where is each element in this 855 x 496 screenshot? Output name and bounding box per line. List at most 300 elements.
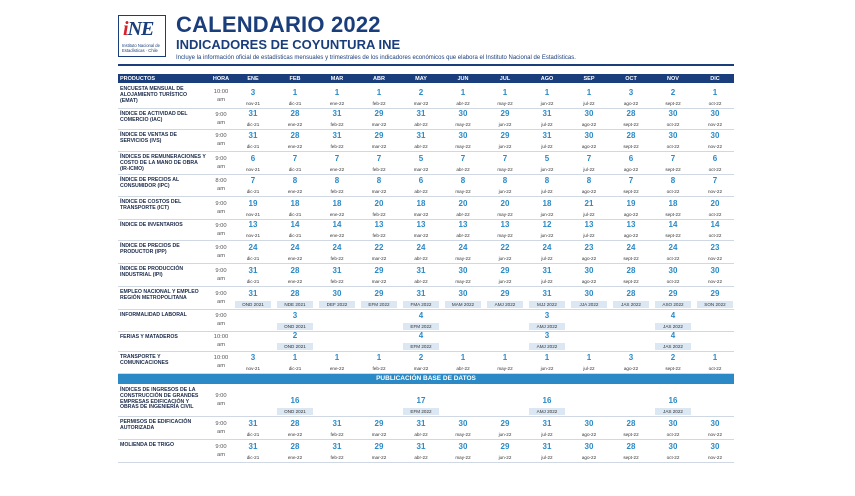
release-day: 1 [544, 88, 550, 97]
reference-period: feb-22 [330, 455, 344, 460]
release-day: 13 [458, 220, 468, 229]
reference-period: abr-22 [456, 167, 470, 172]
release-day: 1 [334, 88, 340, 97]
reference-period: JJA 2022 [579, 302, 599, 307]
release-day: 29 [500, 131, 510, 140]
release-day: 18 [668, 199, 678, 208]
product-name: ÍNDICES DE INGRESOS DE LA CONSTRUCCIÓN DE GRANDES EMPRESAS EDIFICACIÓN Y OBRAS DE INGENIERÍA CIVIL [120, 387, 199, 411]
release-day: 19 [248, 199, 258, 208]
release-day: 3 [628, 88, 634, 97]
release-time-period: am [216, 141, 226, 147]
release-day: 7 [292, 154, 298, 163]
reference-period: jul-22 [583, 101, 595, 106]
release-day: 28 [626, 109, 636, 118]
release-day: 31 [542, 442, 552, 451]
reference-period: abr-22 [414, 432, 428, 437]
release-day: 30 [584, 419, 594, 428]
reference-period: nov-22 [707, 279, 723, 284]
reference-period: may-22 [455, 455, 471, 460]
reference-period: JAS 2022 [621, 302, 641, 307]
reference-period: dic-21 [288, 233, 302, 238]
reference-period: may-22 [455, 189, 471, 194]
release-day: 30 [710, 131, 720, 140]
reference-period: may-22 [497, 366, 513, 371]
reference-period: jun-22 [498, 455, 512, 460]
reference-period: jun-22 [498, 279, 512, 284]
release-day: 28 [626, 266, 636, 275]
release-day: 24 [458, 243, 468, 252]
reference-period: may-22 [455, 122, 471, 127]
col-month: OCT [625, 75, 637, 82]
release-day: 29 [374, 289, 384, 298]
product-name: ENCUESTA MENSUAL DE ALOJAMIENTO TURÍSTICO (EMAT) [120, 86, 188, 104]
release-day: 29 [710, 289, 720, 298]
product-name: ÍNDICE DE PRECIOS AL CONSUMIDOR (IPC) [120, 177, 180, 189]
reference-period: feb-22 [330, 189, 344, 194]
release-day: 14 [710, 220, 720, 229]
product-name: ÍNDICE DE PRECIOS DE PRODUCTOR (IPP) [120, 243, 180, 255]
reference-period: jul-22 [583, 212, 595, 217]
release-time-period: am [216, 342, 226, 348]
release-time: 9:00 [215, 133, 227, 139]
reference-period: feb-22 [372, 233, 386, 238]
release-time-period: am [216, 363, 226, 369]
reference-period: MJJ 2022 [537, 302, 557, 307]
reference-period: mar-22 [371, 455, 387, 460]
reference-period: ago-22 [623, 233, 639, 238]
reference-period: nov-22 [707, 455, 723, 460]
release-time-period: am [216, 401, 226, 407]
reference-period: dic-21 [288, 167, 302, 172]
reference-period: EFM 2022 [410, 409, 432, 414]
reference-period: may-22 [497, 233, 513, 238]
reference-period: mar-22 [371, 279, 387, 284]
release-time: 9:00 [215, 393, 227, 399]
product-name: ÍNDICE DE PRODUCCIÓN INDUSTRIAL (IPI) [120, 266, 184, 278]
release-day: 28 [290, 131, 300, 140]
release-day: 31 [332, 109, 342, 118]
section-base-datos: PUBLICACIÓN BASE DE DATOS [118, 374, 734, 384]
release-time: 9:00 [215, 222, 227, 229]
col-month: FEB [289, 75, 301, 82]
release-day: 28 [290, 442, 300, 451]
reference-period: mar-22 [371, 432, 387, 437]
reference-period: mar-22 [371, 256, 387, 261]
release-day: 6 [712, 154, 718, 163]
reference-period: ago-22 [623, 212, 639, 217]
reference-period: feb-22 [330, 144, 344, 149]
release-day: 8 [544, 176, 550, 185]
release-day: 31 [416, 266, 426, 275]
release-day: 28 [626, 442, 636, 451]
release-day: 29 [500, 442, 510, 451]
product-name: TRANSPORTE Y COMUNICACIONES [120, 354, 169, 366]
reference-period: oct-22 [708, 101, 722, 106]
reference-period: ago-22 [581, 189, 597, 194]
release-day: 30 [710, 419, 720, 428]
release-time: 9:00 [215, 244, 227, 251]
release-day: 28 [290, 266, 300, 275]
release-day: 4 [418, 331, 424, 340]
release-day: 31 [416, 442, 426, 451]
release-day: 7 [586, 154, 592, 163]
release-day: 31 [416, 131, 426, 140]
release-day: 31 [416, 419, 426, 428]
release-day: 2 [292, 331, 298, 340]
release-day: 14 [668, 220, 678, 229]
col-month: ENE [247, 75, 259, 82]
reference-period: may-22 [497, 101, 513, 106]
table-row [118, 109, 734, 130]
release-day: 24 [248, 243, 258, 252]
reference-period: abr-22 [414, 122, 428, 127]
release-day: 8 [292, 176, 298, 185]
reference-period: abr-22 [414, 256, 428, 261]
release-day: 6 [250, 154, 256, 163]
col-month: SEP [583, 75, 595, 82]
release-day: 28 [290, 289, 300, 298]
release-day: 31 [248, 419, 258, 428]
release-time: 10:00 [213, 88, 229, 95]
release-day: 30 [458, 131, 468, 140]
release-day: 28 [626, 419, 636, 428]
release-day: 6 [418, 176, 424, 185]
reference-period: ene-22 [329, 101, 345, 106]
reference-period: may-22 [455, 279, 471, 284]
reference-period: sept-22 [623, 189, 639, 194]
release-day: 18 [332, 199, 342, 208]
page-description: Incluye la información oficial de estadísticas mensuales y trimestrales de los indicadores económicos que elabora el Instituto Nacional de Estadísticas. [176, 55, 576, 61]
release-time-period: am [216, 208, 226, 215]
reference-period: AMJ 2022 [494, 302, 516, 307]
release-time-period: am [216, 186, 226, 192]
release-day: 31 [248, 109, 258, 118]
release-time: 9:00 [215, 443, 227, 450]
release-day: 8 [460, 176, 466, 185]
table-row [118, 197, 734, 220]
release-day: 4 [670, 311, 676, 320]
reference-period: mar-22 [413, 366, 429, 371]
reference-period: oct-22 [666, 279, 680, 284]
release-day: 1 [376, 88, 382, 97]
release-day: 30 [458, 289, 468, 298]
release-time: 9:00 [215, 267, 227, 274]
reference-period: sept-22 [623, 455, 639, 460]
release-day: 19 [626, 199, 636, 208]
release-day: 3 [628, 353, 634, 362]
reference-period: EFM 2022 [368, 302, 390, 307]
release-day: 30 [668, 442, 678, 451]
release-day: 13 [626, 220, 636, 229]
release-day: 31 [332, 419, 342, 428]
reference-period: feb-22 [330, 122, 344, 127]
release-day: 8 [502, 176, 508, 185]
reference-period: ago-22 [581, 256, 597, 261]
release-day: 31 [416, 289, 426, 298]
release-day: 30 [584, 266, 594, 275]
reference-period: ene-22 [287, 144, 303, 149]
reference-period: nov-21 [245, 167, 261, 172]
reference-period: oct-22 [708, 366, 722, 371]
reference-period: abr-22 [456, 212, 470, 217]
table-row [118, 417, 734, 440]
release-day: 24 [668, 243, 678, 252]
reference-period: oct-22 [666, 455, 680, 460]
reference-period: dic-21 [288, 212, 302, 217]
release-day: 23 [710, 243, 720, 252]
release-day: 30 [668, 266, 678, 275]
reference-period: ago-22 [581, 144, 597, 149]
reference-period: jul-22 [541, 256, 553, 261]
release-day: 7 [712, 176, 718, 185]
release-day: 28 [626, 131, 636, 140]
reference-period: may-22 [455, 144, 471, 149]
release-day: 24 [290, 243, 300, 252]
reference-period: jul-22 [541, 455, 553, 460]
reference-period: ago-22 [623, 366, 639, 371]
reference-period: oct-22 [666, 432, 680, 437]
release-day: 22 [374, 243, 384, 252]
reference-period: ASO 2022 [662, 302, 684, 307]
reference-period: oct-22 [666, 189, 680, 194]
table-row [118, 385, 734, 417]
table-row [118, 264, 734, 287]
reference-period: may-22 [455, 432, 471, 437]
reference-period: JAS 2022 [663, 324, 683, 329]
release-day: 31 [542, 131, 552, 140]
reference-period: ene-22 [287, 256, 303, 261]
release-day: 29 [500, 419, 510, 428]
release-day: 1 [292, 88, 298, 97]
reference-period: AMJ 2022 [536, 344, 558, 349]
release-day: 1 [586, 353, 592, 362]
release-day: 30 [710, 109, 720, 118]
reference-period: ago-22 [581, 279, 597, 284]
table-row [118, 241, 734, 264]
release-day: 8 [670, 176, 676, 185]
reference-period: nov-22 [707, 256, 723, 261]
release-day: 3 [544, 311, 550, 320]
reference-period: oct-22 [708, 233, 722, 238]
table-row [118, 352, 734, 374]
reference-period: ene-22 [287, 279, 303, 284]
release-day: 3 [544, 331, 550, 340]
reference-period: jul-22 [583, 366, 595, 371]
product-name: EMPLEO NACIONAL Y EMPLEO REGIÓN METROPOLITANA [120, 289, 199, 301]
reference-period: JAS 2022 [663, 409, 683, 414]
reference-period: ago-22 [623, 101, 639, 106]
release-day: 8 [376, 176, 382, 185]
reference-period: ago-22 [581, 432, 597, 437]
release-time-period: am [216, 451, 226, 458]
page-title: CALENDARIO 2022 [176, 12, 381, 37]
release-day: 2 [418, 88, 424, 97]
reference-period: jun-22 [498, 144, 512, 149]
release-day: 18 [290, 199, 300, 208]
reference-period: OND 2021 [242, 302, 264, 307]
release-day: 17 [416, 396, 426, 405]
reference-period: abr-22 [456, 101, 470, 106]
page-header [0, 0, 855, 70]
reference-period: sept-22 [623, 144, 639, 149]
reference-period: oct-22 [666, 122, 680, 127]
release-time: 10:00 [213, 355, 229, 361]
reference-period: sept-22 [665, 233, 681, 238]
product-name: MOLIENDA DE TRIGO [120, 442, 174, 448]
reference-period: oct-22 [708, 167, 722, 172]
release-day: 29 [500, 289, 510, 298]
reference-period: jun-22 [540, 212, 554, 217]
reference-period: dic-21 [246, 455, 260, 460]
reference-period: nov-21 [245, 101, 261, 106]
reference-period: sept-22 [623, 279, 639, 284]
table-row [118, 152, 734, 175]
release-day: 5 [544, 154, 550, 163]
release-time: 9:00 [215, 290, 227, 297]
release-day: 2 [670, 353, 676, 362]
header-divider [118, 64, 734, 66]
release-day: 31 [248, 289, 258, 298]
release-day: 7 [670, 154, 676, 163]
reference-period: sept-22 [665, 167, 681, 172]
reference-period: dic-21 [246, 279, 260, 284]
release-day: 5 [418, 154, 424, 163]
product-name: ÍNDICE DE ACTIVIDAD DEL COMERCIO (IAC) [120, 111, 188, 123]
reference-period: ago-22 [623, 167, 639, 172]
reference-period: OND 2021 [284, 324, 306, 329]
release-day: 1 [334, 353, 340, 362]
release-day: 31 [248, 131, 258, 140]
reference-period: abr-22 [414, 279, 428, 284]
release-day: 1 [460, 88, 466, 97]
reference-period: sept-22 [623, 432, 639, 437]
reference-period: may-22 [497, 167, 513, 172]
release-time-period: am [216, 230, 226, 237]
release-day: 31 [248, 266, 258, 275]
reference-period: nov-22 [707, 432, 723, 437]
reference-period: FMA 2022 [410, 302, 432, 307]
release-day: 8 [586, 176, 592, 185]
release-day: 30 [668, 131, 678, 140]
reference-period: AMJ 2022 [536, 324, 558, 329]
reference-period: oct-22 [666, 256, 680, 261]
release-day: 30 [668, 109, 678, 118]
reference-period: SON 2022 [704, 302, 726, 307]
release-time: 9:00 [215, 420, 227, 427]
release-time: 9:00 [215, 200, 227, 207]
reference-period: mar-22 [371, 144, 387, 149]
reference-period: ene-22 [287, 122, 303, 127]
release-day: 1 [376, 353, 382, 362]
release-day: 3 [250, 353, 256, 362]
release-day: 4 [418, 311, 424, 320]
release-day: 30 [584, 109, 594, 118]
release-day: 7 [502, 154, 508, 163]
reference-period: abr-22 [456, 366, 470, 371]
reference-period: dic-21 [246, 122, 260, 127]
reference-period: EFM 2022 [410, 344, 432, 349]
release-day: 30 [710, 266, 720, 275]
release-day: 4 [670, 331, 676, 340]
logo-wordmark: iNE [123, 18, 154, 40]
reference-period: ene-22 [329, 212, 345, 217]
reference-period: jul-22 [541, 144, 553, 149]
reference-period: feb-22 [372, 167, 386, 172]
release-day: 24 [416, 243, 426, 252]
release-day: 1 [460, 353, 466, 362]
reference-period: ene-22 [287, 455, 303, 460]
release-day: 30 [584, 442, 594, 451]
release-day: 18 [416, 199, 426, 208]
release-day: 31 [542, 419, 552, 428]
reference-period: JAS 2022 [663, 344, 683, 349]
table-row [118, 130, 734, 152]
reference-period: ago-22 [581, 122, 597, 127]
release-day: 16 [542, 396, 552, 405]
reference-period: ene-22 [329, 167, 345, 172]
release-day: 3 [250, 88, 256, 97]
release-day: 7 [334, 154, 340, 163]
release-day: 30 [458, 266, 468, 275]
release-time-period: am [216, 298, 226, 305]
release-day: 20 [500, 199, 510, 208]
product-name: PERMISOS DE EDIFICACIÓN AUTORIZADA [120, 419, 192, 431]
release-day: 3 [292, 311, 298, 320]
reference-period: sept-22 [665, 212, 681, 217]
reference-period: feb-22 [372, 212, 386, 217]
release-day: 1 [292, 353, 298, 362]
release-day: 24 [542, 243, 552, 252]
release-day: 14 [290, 220, 300, 229]
reference-period: jun-22 [540, 167, 554, 172]
release-time: 9:00 [215, 313, 227, 319]
release-day: 13 [374, 220, 384, 229]
reference-period: ene-22 [329, 366, 345, 371]
table-header [118, 74, 734, 83]
product-name: ÍNDICE DE VENTAS DE SERVICIOS (IVS) [120, 132, 177, 144]
product-name: ÍNDICE DE INVENTARIOS [120, 222, 183, 228]
release-day: 31 [332, 266, 342, 275]
release-day: 16 [668, 396, 678, 405]
reference-period: dic-21 [288, 101, 302, 106]
reference-period: jun-22 [498, 122, 512, 127]
release-day: 8 [334, 176, 340, 185]
reference-period: DEF 2022 [326, 302, 348, 307]
release-day: 7 [628, 176, 634, 185]
col-month: ABR [373, 75, 385, 82]
reference-period: MAM 2022 [451, 302, 475, 307]
release-time: 9:00 [215, 111, 227, 118]
reference-period: ene-22 [287, 189, 303, 194]
release-time: 8:00 [215, 178, 227, 184]
release-time-period: am [216, 275, 226, 282]
reference-period: mar-22 [413, 233, 429, 238]
reference-period: dic-21 [246, 144, 260, 149]
col-month: MAR [330, 75, 344, 82]
reference-period: nov-21 [245, 212, 261, 217]
release-day: 31 [542, 289, 552, 298]
reference-period: feb-22 [372, 101, 386, 106]
col-productos: PRODUCTOS [120, 75, 156, 82]
table-row [118, 175, 734, 197]
reference-period: feb-22 [330, 256, 344, 261]
reference-period: OND 2021 [284, 409, 306, 414]
release-time-period: am [216, 321, 226, 327]
release-day: 1 [712, 353, 718, 362]
release-day: 31 [542, 109, 552, 118]
table-row [118, 310, 734, 332]
release-day: 22 [500, 243, 510, 252]
